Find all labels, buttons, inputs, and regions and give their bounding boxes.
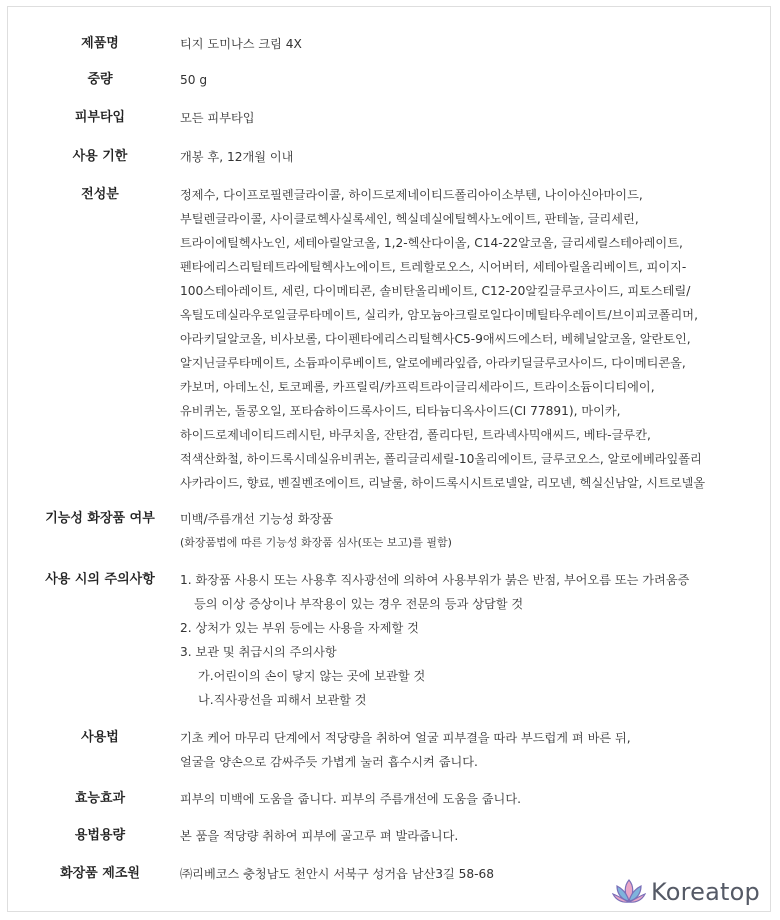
- ingredients-line: 펜타에리스리틸테트라에틸헥사노에이트, 트레할로오스, 시어버터, 세테아릴올리베이트, 피이지-: [180, 260, 687, 274]
- label-product-name: 제품명: [81, 36, 119, 51]
- label-cautions: 사용 시의 주의사항: [45, 572, 155, 587]
- ingredients-line: 카보머, 아데노신, 토코페롤, 카프릴릭/카프릭트라이글리세라이드, 트라이소듐이디티에이,: [180, 380, 655, 394]
- logo-text: Koreatop: [651, 878, 760, 906]
- label-skin-type: 피부타입: [74, 110, 126, 125]
- label-functional: 기능성 화장품 여부: [45, 511, 155, 526]
- ingredients-line: 유비퀴논, 돌콩오일, 포타슘하이드록사이드, 티타늄디옥사이드(CI 77891), 마이카,: [180, 404, 621, 418]
- label-usage: 사용법: [81, 730, 119, 745]
- usage-line: 얼굴을 양손으로 감싸주듯 가볍게 눌러 흡수시켜 줍니다.: [180, 755, 478, 769]
- caution-line: 1. 화장품 사용시 또는 사용후 직사광선에 의하여 사용부위가 붉은 반점, 부어오름 또는 가려움증: [180, 573, 690, 587]
- label-efficacy: 효능효과: [74, 791, 126, 806]
- caution-line: 2. 상처가 있는 부위 등에는 사용을 자제할 것: [180, 621, 419, 635]
- label-weight: 중량: [87, 72, 113, 87]
- value-usage: [180, 726, 760, 774]
- caution-line: 가.어린이의 손이 닿지 않는 곳에 보관할 것: [198, 669, 426, 683]
- ingredients-line: 정제수, 다이프로필렌글라이콜, 하이드로제네이티드폴리아이소부텐, 나이아신아마이드,: [180, 188, 643, 202]
- value-cautions: [180, 568, 760, 712]
- lotus-icon: [612, 877, 646, 907]
- ingredients-line: 아라키딜알코올, 비사보롤, 다이펜타에리스리틸헥사C5-9애씨드에스터, 베헤닐알코올, 알란토인,: [180, 332, 691, 346]
- caution-line: 등의 이상 증상이나 부작용이 있는 경우 전문의 등과 상담할 것: [194, 597, 524, 611]
- label-expiry: 사용 기한: [72, 149, 128, 164]
- value-skin-type: 모든 피부타입: [180, 111, 255, 125]
- caution-line: 나.직사광선을 피해서 보관할 것: [198, 693, 367, 707]
- ingredients-line: 옥틸도데실라우로일글루타메이트, 실리카, 암모늄아크릴로일다이메틸타우레이트/브이피코폴리머,: [180, 308, 698, 322]
- value-ingredients: [180, 183, 760, 495]
- ingredients-line: 하이드로제네이티드레시틴, 바쿠치올, 잔탄검, 폴리다틴, 트라넥사믹애씨드, 베타-글루칸,: [180, 428, 651, 442]
- ingredients-line: 사카라이드, 향료, 벤질벤조에이트, 리날룰, 하이드록시시트로넬알, 리모넨, 헥실신남알, 시트로넬올: [180, 476, 706, 490]
- value-manufacturer: ㈜리베코스 충청남도 천안시 서북구 성거읍 남산3길 58-68: [180, 867, 495, 881]
- caution-line: 3. 보관 및 취급시의 주의사항: [180, 645, 337, 659]
- ingredients-line: 알지닌글루타메이트, 소듐파이루베이트, 알로에베라잎즙, 아라키딜글루코사이드, 다이메티콘올,: [180, 356, 686, 370]
- value-product-name: 티지 도미나스 크림 4X: [180, 37, 302, 51]
- value-efficacy: 피부의 미백에 도움을 줍니다. 피부의 주름개선에 도움을 줍니다.: [180, 792, 521, 806]
- value-weight: 50 g: [180, 73, 208, 87]
- functional-value: 미백/주름개선 기능성 화장품: [180, 512, 334, 526]
- koreatop-logo: [612, 875, 760, 909]
- value-dosage: 본 품을 적당량 취하여 피부에 골고루 펴 발라줍니다.: [180, 829, 459, 843]
- label-manufacturer: 화장품 제조원: [60, 866, 140, 881]
- usage-line: 기초 케어 마무리 단계에서 적당량을 취하여 얼굴 피부결을 따라 부드럽게 펴 바른 뒤,: [180, 731, 631, 745]
- label-ingredients: 전성분: [81, 187, 119, 202]
- ingredients-line: 100스테아레이트, 세린, 다이메티콘, 솔비탄올리베이트, C12-20알킬글루코사이드, 피토스테릴/: [180, 284, 691, 298]
- ingredients-line: 적색산화철, 하이드록시데실유비퀴논, 폴리글리세릴-10올리에이트, 글루코오스, 알로에베라잎폴리: [180, 452, 702, 466]
- label-dosage: 용법용량: [74, 828, 126, 843]
- functional-note: (화장품법에 따른 기능성 화장품 심사(또는 보고)를 필함): [180, 536, 452, 549]
- ingredients-line: 부틸렌글라이콜, 사이클로헥사실록세인, 헥실데실에틸헥사노에이트, 판테놀, 글리세린,: [180, 212, 639, 226]
- ingredients-line: 트라이에틸헥사노인, 세테아릴알코올, 1,2-헥산다이올, C14-22알코올, 글리세릴스테아레이트,: [180, 236, 683, 250]
- value-functional: [180, 507, 760, 555]
- value-expiry: 개봉 후, 12개월 이내: [180, 150, 294, 164]
